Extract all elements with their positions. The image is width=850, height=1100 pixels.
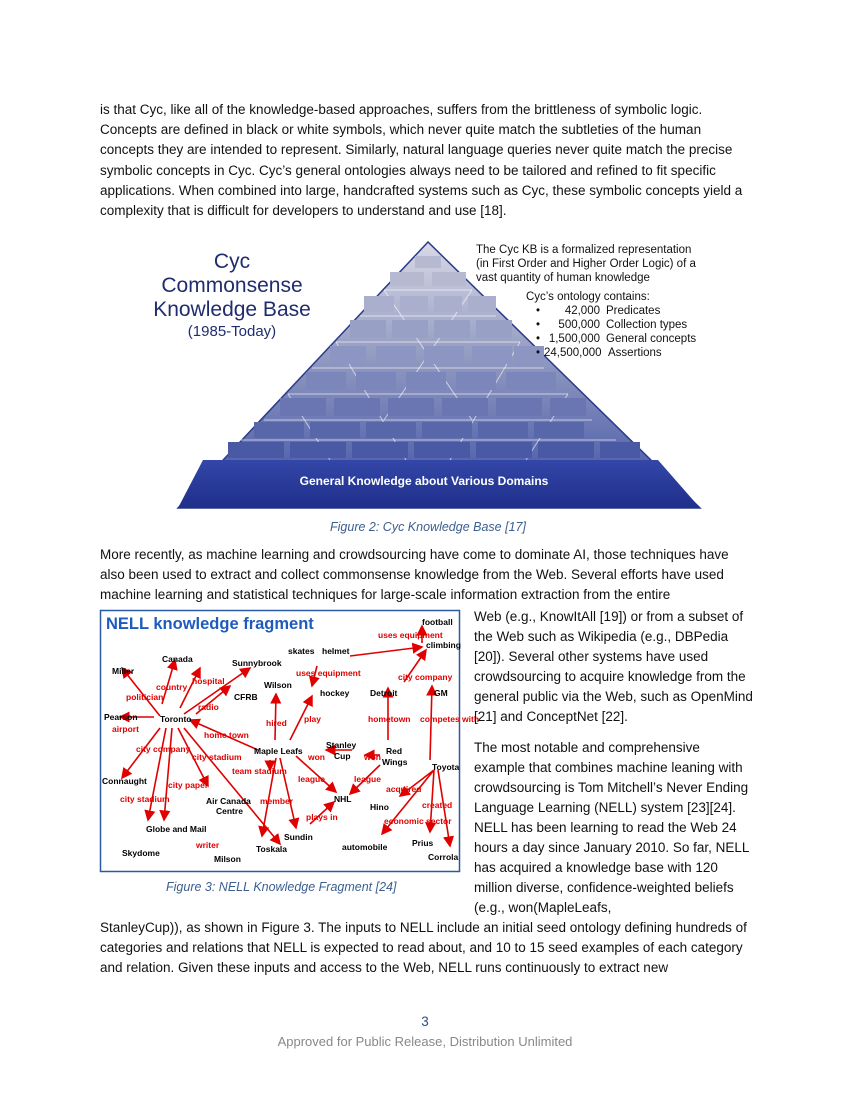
intro-paragraph [100,100,750,221]
node-prius: Prius [412,838,434,848]
node-miller: Miller [112,666,135,676]
nell-title: NELL knowledge fragment [106,615,314,633]
cyc-knowledge-base-figure [153,238,710,512]
node-toyota: Toyota [432,762,460,772]
rel-city-stadium: city stadium [192,752,242,762]
node-cfrb: CFRB [234,692,258,702]
rel-acquired: acquired [386,784,422,794]
rel-country: country [156,682,188,692]
rel-won: won [364,752,381,762]
cyc-count-collections: 500,000 [558,319,600,331]
rel-city-company: city company [398,672,453,682]
node-maple-leafs: Maple Leafs [254,746,303,756]
nell-paragraph-text: StanleyCup)), as shown in Figure 3. The inputs to NELL include an initial seed ontology defining hundreds of categories and relations that NELL is expected to read about, and 10 to 15 seed examples of each category and relation. Given these inputs and access to the Web, NELL runs continuously to extract new [100,920,747,976]
rel-writer: writer [196,840,220,850]
node-football: football [422,617,453,627]
node-canada: Canada [162,654,193,664]
cyc-desc-line-2: (in First Order and Higher Order Logic) of a [476,258,696,270]
node-climbing: climbing [426,640,461,650]
cyc-ontology-heading: Cyc’s ontology contains: [526,291,650,303]
cyc-bullet: • [536,347,541,359]
cyc-desc-line-1: The Cyc KB is a formalized representation [476,244,692,256]
rel-team-stadium: team stadium [232,766,287,776]
node-helmet: helmet [322,646,350,656]
wrap-paragraph-2-text: The most notable and comprehensive example that combines machine leaning with crowdsourcing is Tom Mitchell’s Never Ending Language Learning (NELL) system [23][24]. NELL has been learning to read the Web 24 hours a day since January 2010. So far, NELL has acquired a knowledge base with 120 million diverse, confidence-weighted beliefs (e.g., won(MapleLeafs, [474,740,749,915]
pyramid-base-label: General Knowledge about Various Domains [299,474,549,488]
node-milson: Milson [214,854,241,864]
rel-economic-sector: economic sector [384,816,452,826]
intro-paragraph-text: is that Cyc, like all of the knowledge-based approaches, suffers from the brittleness of symbolic logic. Concepts are defined in black or white symbols, which never quite match the subtleties of the human concepts they are intended to represent. Similarly, natural language queries never quite match the precise symbolic concepts in Cyc. Cyc’s general ontologies always need to be tailored and refined to fit specific applications. When combined into large, handcrafted systems such as Cyc, these symbolic concepts yield a complexity that is difficult for developers to understand and use [18]. [100,102,743,219]
cyc-count-concepts: 1,500,000 [548,333,600,345]
cyc-label-predicates: Predicates [606,305,661,317]
cyc-title-line-1: Cyc [213,250,251,273]
node-globe-and-mail: Globe and Mail [146,824,207,834]
cyc-desc-line-3: vast quantity of human knowledge [476,272,650,284]
rel-league: league [298,774,325,784]
node-wings: Wings [382,757,408,767]
cyc-count-predicates: 42,000 [564,305,600,317]
node-air-canada: Air Canada [206,796,251,806]
node-sunnybrook: Sunnybrook [232,658,282,668]
rel-hired: hired [266,718,287,728]
node-toronto: Toronto [160,714,192,724]
node-wilson: Wilson [264,680,292,690]
rel-hometown: hometown [368,714,411,724]
rel-plays-in: plays in [306,812,338,822]
rel-league: league [354,774,381,784]
node-centre: Centre [216,806,243,816]
rel-uses-equipment: uses equipment [296,668,361,678]
wrap-paragraph-1 [474,607,754,727]
node-sundin: Sundin [284,832,313,842]
node-cup: Cup [334,751,351,761]
rel-won: won [308,752,325,762]
rel-airport: airport [112,724,139,734]
rel-politician: politician [126,692,164,702]
cyc-title-line-4: (1985-Today) [187,323,277,340]
rel-play: play [304,714,322,724]
ml-paragraph-text: More recently, as machine learning and crowdsourcing have come to dominate AI, those techniques have also been used to extract and collect commonsense knowledge from the Web. Several efforts have used machine learning and statistical techniques for large-scale information extraction from the entire [100,547,729,603]
cyc-label-concepts: General concepts [606,333,697,345]
cyc-bullet: • [536,319,541,331]
cyc-title-line-3: Knowledge Base [153,298,311,321]
cyc-bullet: • [536,305,541,317]
cyc-description [476,244,696,303]
rel-uses-equipment: uses equipment [378,630,443,640]
node-hino: Hino [370,802,389,812]
node-hockey: hockey [320,688,350,698]
node-skates: skates [288,646,315,656]
node-detroit: Detroit [370,688,398,698]
cyc-title-line-2: Commonsense [161,274,303,297]
page-number: 3 [421,1014,429,1029]
node-pearson: Pearson [104,712,138,722]
cyc-title [153,250,311,340]
rel-city-stadium: city stadium [120,794,170,804]
rel-city-paper: city paper [168,780,209,790]
cyc-bullet: • [536,333,541,345]
rel-city-company: city company [136,744,191,754]
node-stanley: Stanley [326,740,357,750]
wrap-paragraph-1-text: Web (e.g., KnowItAll [19]) or from a subset of the Web such as Wikipedia (e.g., DBPedia [20]). Several other systems have used crowdsourcing to acquire knowledge from the general public via the Web, such as OpenMind [21] and ConceptNet [22]. [474,609,753,724]
node-nhl: NHL [334,794,352,804]
node-red: Red [386,746,403,756]
nell-knowledge-figure [100,610,480,872]
rel-member: member [260,796,294,806]
cyc-ontology-list [536,305,696,359]
node-skydome: Skydome [122,848,160,858]
ml-paragraph [100,545,750,606]
cyc-label-collections: Collection types [606,319,688,331]
wrap-paragraph-2 [474,738,754,918]
distribution-statement: Approved for Public Release, Distribution Unlimited [277,1034,573,1049]
figure3-caption: Figure 3: NELL Knowledge Fragment [24] [166,880,397,894]
node-connaught: Connaught [102,776,147,786]
node-toskala: Toskala [256,844,288,854]
rel-home-town: home town [204,730,249,740]
cyc-label-assertions: Assertions [608,347,662,359]
rel-competes-with: competes with [420,714,480,724]
rel-hospital: hospital [192,676,225,686]
nell-paragraph [100,918,750,979]
rel-created: created [422,800,453,810]
figure2-caption: Figure 2: Cyc Knowledge Base [17] [330,520,526,534]
node-automobile: automobile [342,842,388,852]
rel-radio: radio [198,702,219,712]
node-corrola: Corrola [428,852,459,862]
cyc-count-assertions: 24,500,000 [544,347,602,359]
node-gm: GM [434,688,448,698]
